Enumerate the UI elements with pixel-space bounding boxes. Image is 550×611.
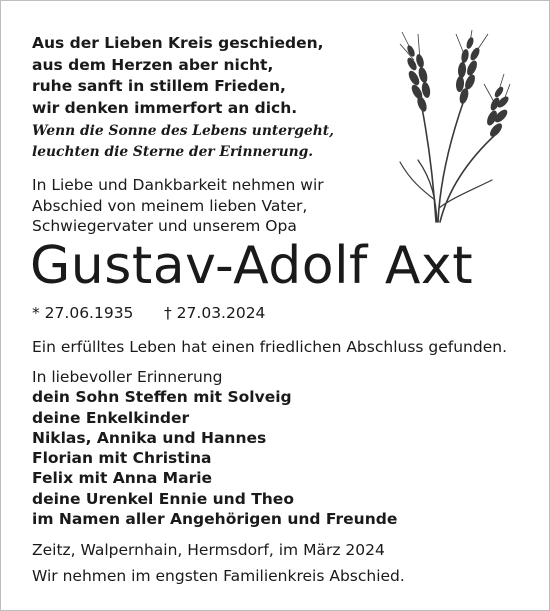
birth-date: * 27.06.1935 [32,304,134,322]
deceased-name: Gustav-Adolf Axt [30,236,474,296]
intro-line: In Liebe und Dankbarkeit nehmen wir [32,176,324,194]
funeral-notice: Wir nehmen im engsten Familienkreis Abschied. [32,567,405,585]
life-dates [32,303,266,323]
mourner-line: Niklas, Annika und Hannes [32,428,267,447]
poem-line: wir denken immerfort an dich. [32,99,298,118]
mourner-line: im Namen aller Angehörigen und Freunde [32,510,398,529]
mourner-line: deine Enkelkinder [32,408,190,427]
quote [32,121,334,163]
mourners-intro: In liebevoller Erinnerung [32,368,223,386]
mourner-line: Florian mit Christina [32,449,212,468]
life-statement: Ein erfülltes Leben hat einen friedlichen Abschluss gefunden. [32,338,508,356]
poem-line: ruhe sanft in stillem Frieden, [32,77,286,96]
poem-line: Aus der Lieben Kreis geschieden, [32,34,324,52]
mourner-line: Felix mit Anna Marie [32,469,213,488]
place-and-date: Zeitz, Walpernhain, Hermsdorf, im März 2024 [32,541,385,559]
mourners-list [32,367,397,529]
quote-line: Wenn die Sonne des Lebens untergeht, [32,123,334,139]
intro-text [32,175,324,237]
poem [32,33,412,120]
death-date: † 27.03.2024 [164,304,266,322]
poem-line: aus dem Herzen aber nicht, [32,55,274,74]
intro-line: Schwiegervater und unserem Opa [32,217,297,235]
mourner-line: deine Urenkel Ennie und Theo [32,489,294,508]
intro-line: Abschied von meinem lieben Vater, [32,196,308,215]
quote-line: leuchten die Sterne der Erinnerung. [32,144,314,160]
wheat-icon [392,30,512,226]
mourner-line: dein Sohn Steffen mit Solveig [32,388,292,407]
